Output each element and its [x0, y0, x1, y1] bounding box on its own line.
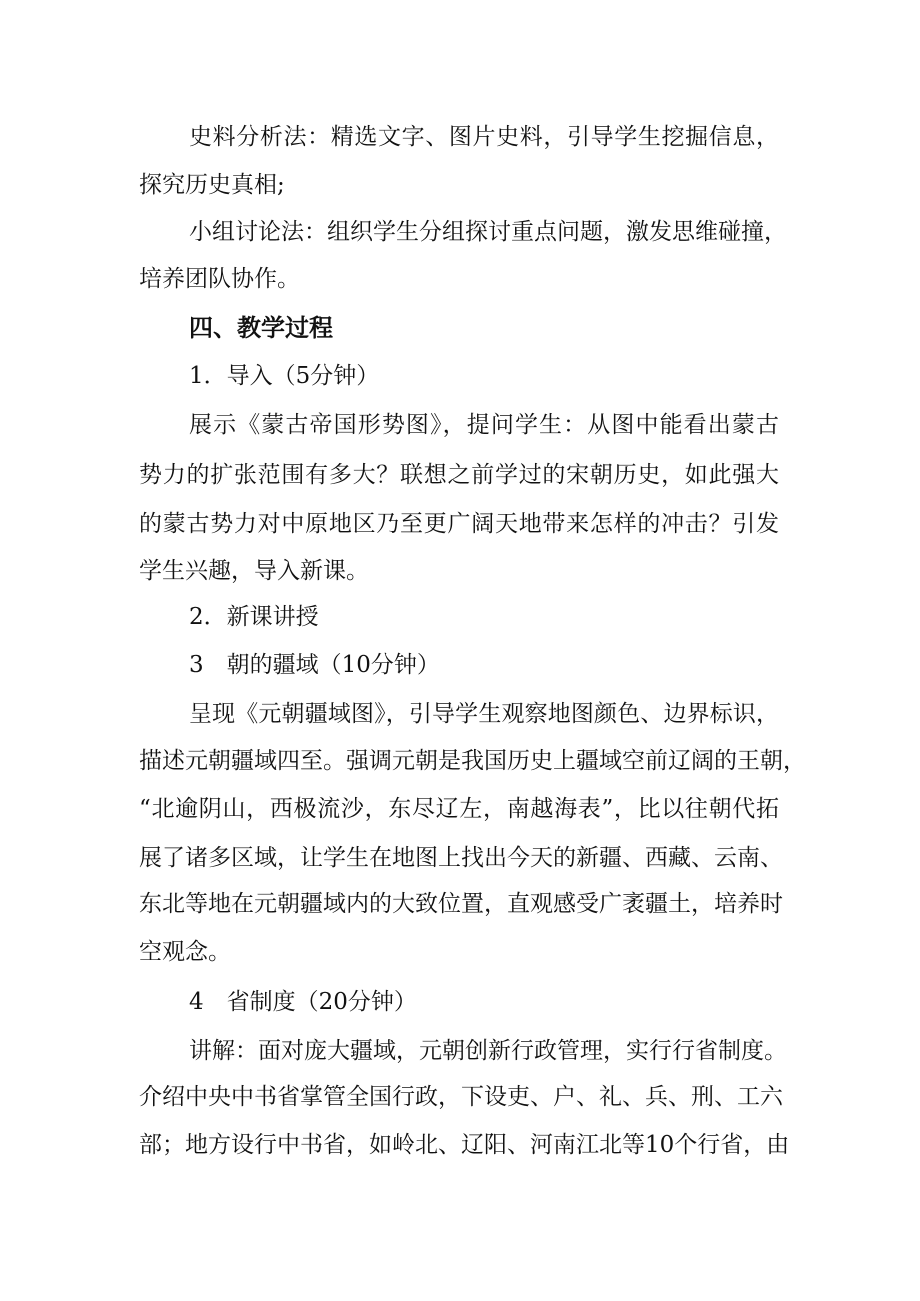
subsection-heading: 3 朝的疆域（10分钟）: [189, 652, 440, 678]
paragraph-line: 展示《蒙古帝国形势图》，提问学生：从图中能看出蒙古: [189, 412, 779, 438]
paragraph-line: 小组讨论法：组织学生分组探讨重点问题，激发思维碰撞，: [189, 219, 787, 245]
paragraph-line: 部；地方设行中书省，如岭北、辽阳、河南江北等10个行省，由: [139, 1132, 790, 1158]
paragraph-line: 展了诸多区域，让学生在地图上找出今天的新疆、西藏、云南、: [139, 845, 783, 871]
paragraph-line: 史料分析法：精选文字、图片史料，引导学生挖掘信息，: [189, 124, 779, 150]
section-heading: 四、教学过程: [189, 314, 333, 342]
paragraph-line: 的蒙古势力对中原地区乃至更广阔天地带来怎样的冲击？引发: [139, 511, 779, 537]
subsection-heading: 4 省制度（20分钟）: [189, 989, 417, 1015]
subsection-heading: 2．新课讲授: [189, 604, 319, 630]
paragraph-line: “北逾阴山，西极流沙，东尽辽左，南越海表”，比以往朝代拓: [139, 796, 779, 822]
paragraph-line: 呈现《元朝疆域图》，引导学生观察地图颜色、边界标识，: [189, 701, 779, 727]
paragraph-line: 介绍中央中书省掌管全国行政，下设吏、户、礼、兵、刑、工六: [139, 1084, 783, 1110]
paragraph-line: 学生兴趣，导入新课。: [139, 558, 369, 584]
paragraph-line: 东北等地在元朝疆域内的大致位置，直观感受广袤疆土，培养时: [139, 891, 783, 917]
paragraph-line: 势力的扩张范围有多大？联想之前学过的宋朝历史，如此强大: [139, 462, 779, 488]
paragraph-line: 培养团队协作。: [139, 266, 300, 292]
paragraph-line: 探究历史真相;: [139, 172, 285, 198]
subsection-heading: 1．导入（5分钟）: [189, 363, 380, 389]
paragraph-line: 描述元朝疆域四至。强调元朝是我国历史上疆域空前辽阔的王朝，: [139, 748, 806, 774]
paragraph-line: 讲解：面对庞大疆域，元朝创新行政管理，实行行省制度。: [189, 1038, 787, 1064]
paragraph-line: 空观念。: [139, 939, 231, 965]
